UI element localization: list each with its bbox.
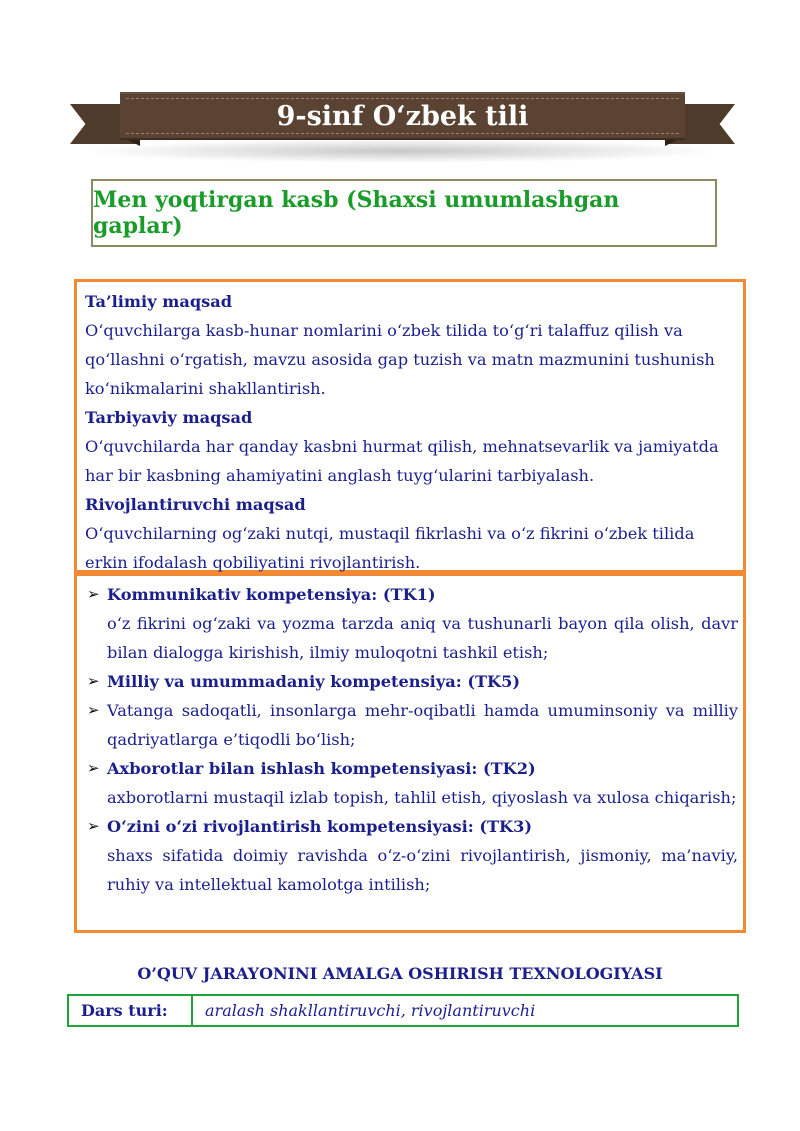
goals-box xyxy=(74,279,746,573)
arrow-bullet-icon: ➢ xyxy=(87,701,100,719)
arrow-bullet-icon: ➢ xyxy=(87,817,100,835)
title-banner xyxy=(70,84,735,166)
competence-description: axborotlarni mustaqil izlab topish, tahlil etish, qiyoslash va xulosa chiqarish; xyxy=(107,788,737,807)
competence-heading: O‘zini o‘zi rivojlantirish kompetensiyasi: (TK3) xyxy=(107,817,533,836)
competence-heading: Kommunikativ kompetensiya: (TK1) xyxy=(107,585,436,604)
competence-item xyxy=(87,696,738,754)
competence-item xyxy=(87,754,738,783)
goal-heading-upbringing: Tarbiyaviy maqsad xyxy=(85,408,253,427)
competence-heading: Milliy va umummadaniy kompetensiya: (TK5) xyxy=(107,672,521,691)
competence-item xyxy=(87,580,738,609)
competence-description: o‘z fikrini og‘zaki va yozma tarzda aniq va tushunarli bayon qila olish, davr bilan dialogga kirishish, ilmiy muloqotni tashkil etish; xyxy=(107,614,738,662)
lesson-type-label: Dars turi: xyxy=(69,996,193,1025)
goal-heading-educational: Ta’limiy maqsad xyxy=(85,292,233,311)
competence-item xyxy=(87,812,738,841)
competence-description: Vatanga sadoqatli, insonlarga mehr-oqibatli hamda umuminsoniy va milliy qadriyatlarga e’tiqodli bo‘lish; xyxy=(107,701,738,749)
technology-heading: O’QUV JARAYONINI AMALGA OSHIRISH TEXNOLOGIYASI xyxy=(137,964,663,983)
arrow-bullet-icon: ➢ xyxy=(87,759,100,777)
competence-item xyxy=(87,667,738,696)
competences-box xyxy=(74,573,746,933)
topic-title: Men yoqtirgan kasb (Shaxsi umumlashgan gaplar) xyxy=(93,187,620,239)
arrow-bullet-icon: ➢ xyxy=(87,672,100,690)
goal-heading-developmental: Rivojlantiruvchi maqsad xyxy=(85,495,306,514)
banner-shadow xyxy=(82,139,722,163)
topic-box xyxy=(91,179,717,247)
goal-text-upbringing: O‘quvchilarda har qanday kasbni hurmat qilish, mehnatsevarlik va jamiyatda har bir kasbning ahamiyatini anglash tuyg‘ularini tarbiyalash. xyxy=(85,437,719,485)
lesson-type-value: aralash shakllantiruvchi, rivojlantiruvchi xyxy=(205,1001,536,1020)
goal-text-educational: O‘quvchilarga kasb-hunar nomlarini o‘zbek tilida to‘g‘ri talaffuz qilish va qo‘llashni o‘rgatish, mavzu asosida gap tuzish va matn mazmunini tushunish ko‘nikmalarini shakllantirish. xyxy=(85,321,715,398)
page-title: 9-sinf O‘zbek tili xyxy=(276,100,529,132)
ribbon-body xyxy=(120,92,685,140)
competence-description: shaxs sifatida doimiy ravishda o‘z-o‘zini rivojlantirish, jismoniy, ma’naviy, ruhiy va intellektual kamolotga intilish; xyxy=(107,846,738,894)
competence-heading: Axborotlar bilan ishlash kompetensiyasi: (TK2) xyxy=(107,759,536,778)
goal-text-developmental: O‘quvchilarning og‘zaki nutqi, mustaqil fikrlashi va o‘z fikrini o‘zbek tilida erkin ifodalash qobiliyatini rivojlantirish. xyxy=(85,524,695,572)
lesson-type-table xyxy=(67,994,739,1027)
arrow-bullet-icon: ➢ xyxy=(87,585,100,603)
